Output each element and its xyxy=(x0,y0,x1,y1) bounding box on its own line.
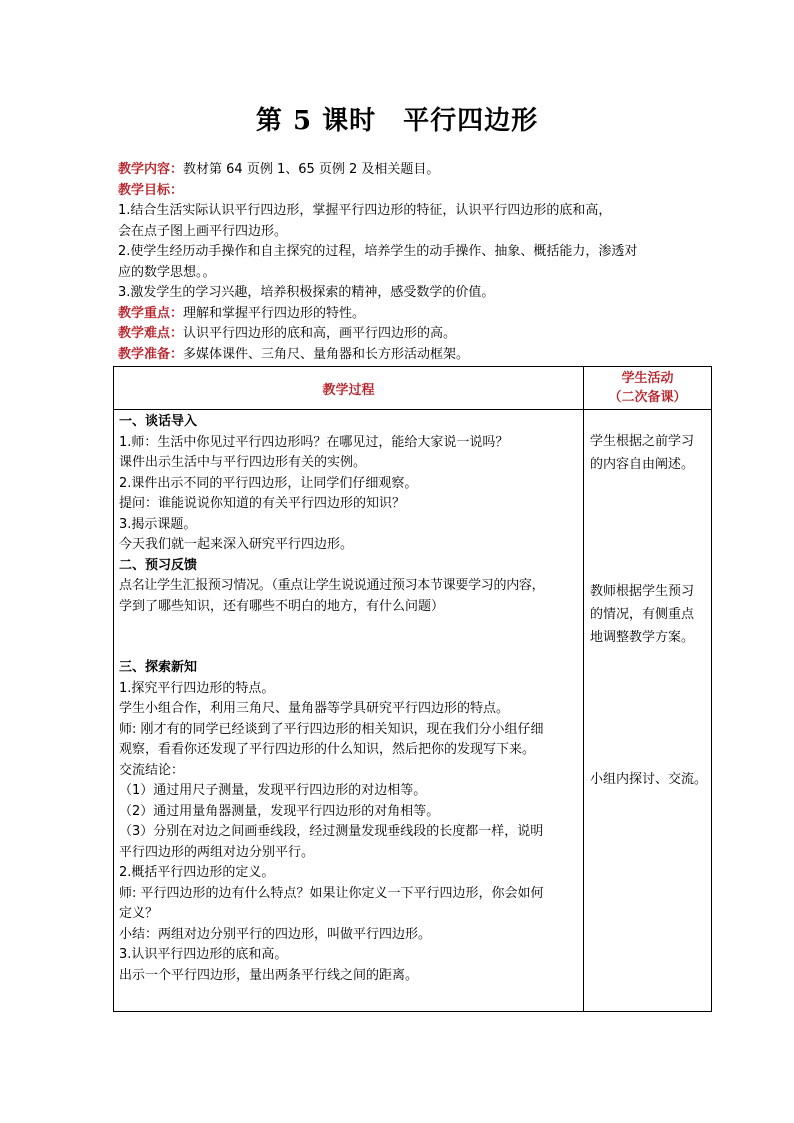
content-row xyxy=(118,160,718,181)
key-label: 教学重点： xyxy=(118,305,184,321)
process-line: 2.概括平行四边形的定义。 xyxy=(119,865,275,880)
process-line: 1.探究平行四边形的特点。 xyxy=(119,680,275,696)
prep-row xyxy=(118,345,718,366)
table-body-row xyxy=(114,410,712,1012)
student-note-line: 小组内探讨、交流。 xyxy=(590,772,708,787)
goals-row xyxy=(118,181,718,202)
student-note xyxy=(590,580,694,649)
goal-line: 2.使学生经历动手操作和自主探究的过程，培养学生的动手操作、抽象、概括能力，渗透对 xyxy=(118,244,638,259)
process-line: 点名让学生汇报预习情况。（重点让学生说说通过预习本节课要学习的内容， xyxy=(119,578,545,593)
process-line: 师: 平行四边形的边有什么特点？如果让你定义一下平行四边形，你会如何 xyxy=(119,885,544,901)
section-title: 一、谈话导入 xyxy=(119,414,198,429)
process-line: 观察，看看你还发现了平行四边形的什么知识，然后把你的发现写下来。 xyxy=(119,742,536,757)
header-process: 教学过程 xyxy=(114,367,584,410)
prep-text: 多媒体课件、三角尺、量角器和长方形活动框架。 xyxy=(183,346,470,362)
process-line: 3.认识平行四边形的底和高。 xyxy=(119,947,288,962)
prep-label: 教学准备： xyxy=(118,346,184,362)
student-note-line: 教师根据学生预习 xyxy=(590,584,695,599)
difficulty-label: 教学难点： xyxy=(118,326,184,341)
spacer xyxy=(119,617,579,658)
difficulty-text: 认识平行四边形的底和高，画平行四边形的高。 xyxy=(183,326,457,341)
process-line: 师: 刚才有的同学已经谈到了平行四边形的相关知识，现在我们分小组仔细 xyxy=(119,721,544,737)
goal-line: 应的数学思想。。 xyxy=(118,264,216,280)
student-note-line: 的内容自由阐述。 xyxy=(590,457,695,472)
content-text: 教材第 64 页例 1、65 页例 2 及相关题目。 xyxy=(183,162,440,177)
table-header-row xyxy=(114,367,712,410)
section-title: 三、探索新知 xyxy=(119,660,198,675)
goals-label: 教学目标： xyxy=(118,182,184,198)
process-line: （1）通过用尺子测量，发现平行四边形的对边相等。 xyxy=(119,783,427,798)
goal-line: 1.结合生活实际认识平行四边形，掌握平行四边形的特征，认识平行四边形的底和高， xyxy=(118,203,612,218)
header-student-line2: （二次备课） xyxy=(608,390,687,405)
process-line: （2）通过用量角器测量，发现平行四边形的对角相等。 xyxy=(119,803,440,819)
process-line: 提问：谁能说说你知道的有关平行四边形的知识？ xyxy=(119,496,406,511)
process-line: 学到了哪些知识，还有哪些不明白的地方，有什么问题） xyxy=(119,598,445,614)
process-line: 3.揭示课题。 xyxy=(119,516,197,532)
process-line: 课件出示生活中与平行四边形有关的实例。 xyxy=(119,455,367,470)
section-title: 二、预习反馈 xyxy=(119,557,198,573)
process-line: 2.课件出示不同的平行四边形，让同学们仔细观察。 xyxy=(119,475,418,491)
student-note xyxy=(590,768,707,791)
student-note-line: 地调整教学方案。 xyxy=(590,630,695,645)
process-line: （3）分别在对边之间画垂线段，经过测量发现垂线段的长度都一样，说明 xyxy=(119,824,544,839)
process-line: 小结：两组对边分别平行的四边形，叫做平行四边形。 xyxy=(119,926,432,942)
key-text: 理解和掌握平行四边形的特性。 xyxy=(183,305,366,321)
student-note-line: 学生根据之前学习 xyxy=(590,434,695,449)
student-note-line: 的情况，有侧重点 xyxy=(590,607,695,622)
header-student xyxy=(584,367,712,410)
header-student-line1: 学生活动 xyxy=(621,371,674,386)
student-note xyxy=(590,430,694,476)
difficulty-row xyxy=(118,324,718,345)
goal-line: 3.激发学生的学习兴趣，培养积极探索的精神，感受数学的价值。 xyxy=(118,285,495,300)
goal-line: 会在点子图上画平行四边形。 xyxy=(118,223,288,239)
key-row xyxy=(118,304,718,325)
student-activity-cell xyxy=(584,410,712,1012)
process-line: 定义？ xyxy=(119,906,159,921)
process-cell xyxy=(114,410,584,1012)
process-line: 交流结论： xyxy=(119,762,185,778)
process-line: 1.师：生活中你见过平行四边形吗？在哪见过，能给大家说一说吗？ xyxy=(119,434,509,450)
lesson-info xyxy=(118,160,718,365)
process-line: 平行四边形的两组对边分别平行。 xyxy=(119,844,315,860)
lesson-plan-table xyxy=(113,366,712,1012)
process-line: 出示一个平行四边形，量出两条平行线之间的距离。 xyxy=(119,967,419,983)
process-line: 今天我们就一起来深入研究平行四边形。 xyxy=(119,537,354,552)
content-label: 教学内容： xyxy=(118,162,184,177)
process-line: 学生小组合作，利用三角尺、量角器等学具研究平行四边形的特点。 xyxy=(119,701,510,716)
page-title: 第 5 课时 平行四边形 xyxy=(255,106,539,136)
